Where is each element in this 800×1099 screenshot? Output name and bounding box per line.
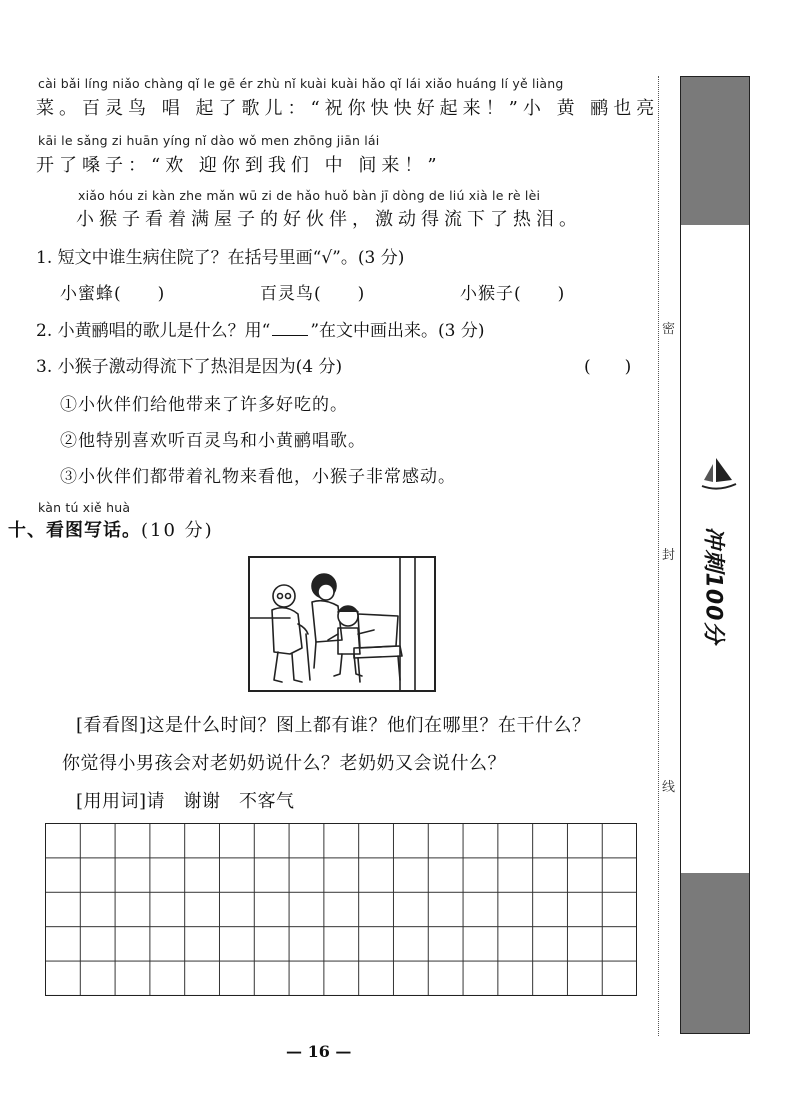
q3-option-1: ①小伙伴们给他带来了许多好吃的。: [60, 395, 348, 415]
q1-option-bee: 小蜜蜂( ): [60, 284, 166, 304]
prompt-look-line1: [看看图]这是什么时间？图上都有谁？他们在哪里？在干什么？: [76, 715, 591, 736]
prompt-words: [用用词]请 谢谢 不客气: [76, 791, 295, 812]
passage-line3-text: 小猴子看着满屋子的好伙伴，激动得流下了热泪。: [76, 209, 582, 230]
sailboat-logo-icon: [696, 452, 740, 496]
q3-option-3: ③小伙伴们都带着礼物来看他，小猴子非常感动。: [60, 467, 456, 487]
q3-option-2: ②他特别喜欢听百灵鸟和小黄鹂唱歌。: [60, 431, 366, 451]
scene-drawing: [250, 558, 434, 690]
sidebar-brand: [690, 520, 740, 650]
section10-pinyin: kàn tú xiě huà: [38, 500, 131, 515]
binding-mark-xian: 线: [662, 780, 676, 795]
q1-option-lark: 百灵鸟( ): [260, 284, 366, 304]
q2-suffix: ”在文中画出来。(3 分): [310, 321, 485, 341]
passage-line2-text: 开了嗓子：“欢 迎你到我们 中 间来！”: [36, 155, 442, 176]
illustration-bus-scene: [248, 556, 436, 692]
question-3: 3. 小猴子激动得流下了热泪是因为(4 分): [36, 357, 343, 377]
passage-line3-pinyin: xiǎo hóu zi kàn zhe mǎn wū zi de hǎo huǒ bàn jī dòng de liú xià le rè lèi: [78, 188, 541, 203]
q2-prefix: 2. 小黄鹂唱的歌儿是什么？用“: [36, 321, 271, 341]
page-number: — 16 —: [286, 1042, 352, 1061]
section10-title: [8, 516, 214, 542]
passage-line1-pinyin: cài bǎi líng niǎo chàng qǐ le gē ér zhù nǐ kuài kuài hǎo qǐ lái xiǎo huáng lí yě liàng: [38, 76, 564, 91]
sidebar-dark-top: [681, 77, 749, 225]
passage-line2-pinyin: kāi le sǎng zi huān yíng nǐ dào wǒ men zhōng jiān lái: [38, 133, 380, 148]
section10-points: (10 分): [141, 520, 214, 541]
q1-option-monkey: 小猴子( ): [460, 284, 566, 304]
binding-mark-mi: 密: [662, 322, 676, 337]
passage-line1-text: 菜。百灵鸟 唱 起了歌儿：“祝你快快好起来！”小 黄 鹂也亮: [36, 98, 660, 119]
binding-mark-feng: 封: [662, 548, 676, 563]
q3-answer-bracket: ( ): [584, 357, 632, 377]
sidebar-dark-bottom: [681, 873, 749, 1033]
writing-grid[interactable]: [45, 823, 637, 996]
prompt-look-line2: 你觉得小男孩会对老奶奶说什么？老奶奶又会说什么？: [62, 753, 506, 774]
question-2: [36, 316, 485, 341]
underline-mark: [272, 335, 308, 336]
binding-dotted-line: [658, 76, 659, 1036]
section10-title-text: 十、看图写话。: [8, 520, 141, 541]
question-1: 1. 短文中谁生病住院了？在括号里画“√”。(3 分): [36, 248, 405, 268]
brand-text: 冲刺100分: [700, 526, 726, 644]
